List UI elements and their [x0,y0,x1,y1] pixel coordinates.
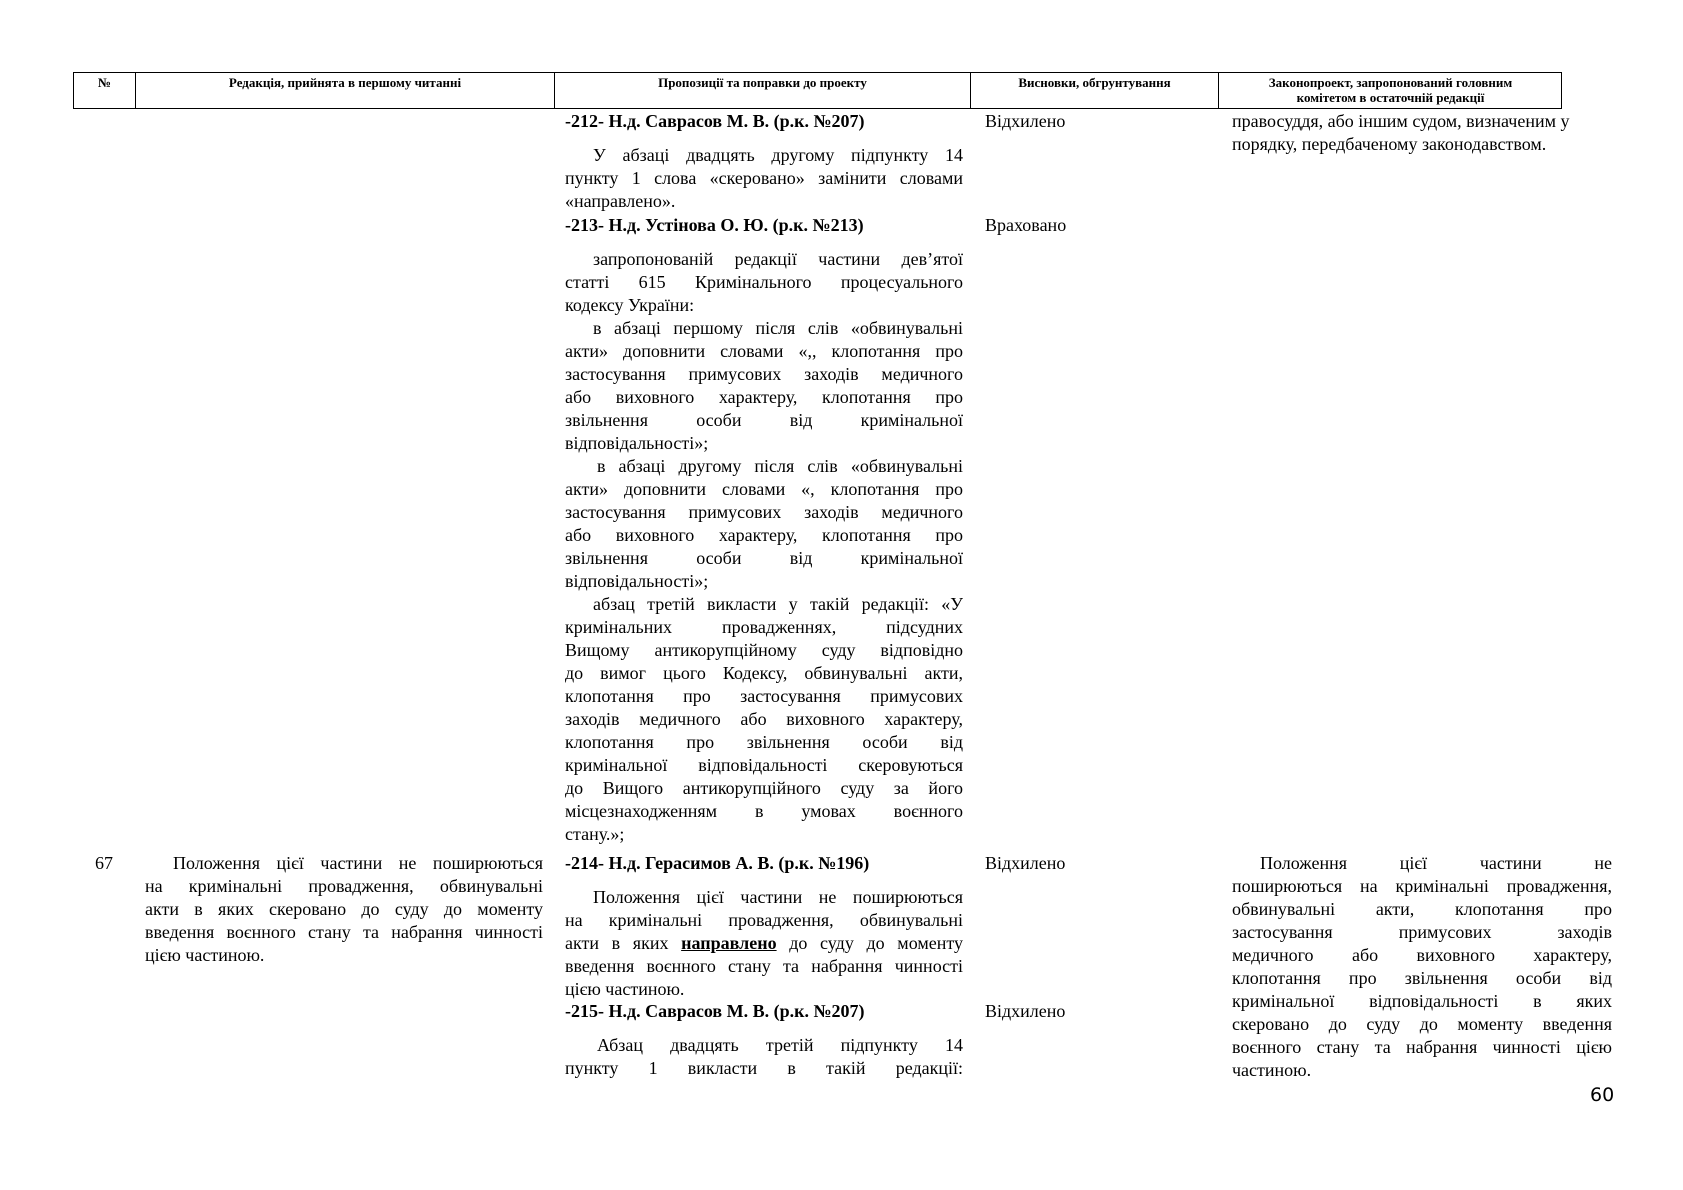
amendment-212-conclusion: Відхилено [985,111,1066,131]
text-line: клопотання про звільнення особи від [1232,968,1612,988]
text-line: акти» доповнити словами «, клопотання про [565,479,963,499]
text-line: застосування примусових заходів медичного [565,364,963,384]
text-line: відповідальності»; [565,433,709,453]
text-line: акти в яких скеровано до суду до моменту [145,899,543,919]
amendment-215-conclusion: Відхилено [985,1001,1066,1021]
text-line: Положення цієї частини не поширюються [593,887,963,907]
text-line: застосування примусових заходів медичного [565,502,963,522]
text-line: скеровано до суду до моменту введення [1232,1014,1612,1034]
text-line: в абзаці другому після слів «обвинувальні [597,456,963,476]
text-line: цією частиною. [565,979,685,999]
amendment-213-title: -213- Н.д. Устінова О. Ю. (р.к. №213) [565,215,864,235]
header-first-reading: Редакція, прийнята в першому читанні [135,73,554,108]
text-line [565,932,963,955]
amendment-213-text [565,248,963,846]
text-line: цією частиною. [145,945,265,965]
text-run: до суду до моменту [776,933,963,953]
amendment-213-conclusion: Враховано [985,215,1067,235]
row-67-final-text [1232,852,1612,1082]
amendment-214-title: -214- Н.д. Герасимов А. В. (р.к. №196) [565,853,870,873]
text-line: клопотання про застосування примусових [565,686,963,706]
carry-over-final-text [1232,110,1614,156]
amendment-212-title: -212- Н.д. Саврасов М. В. (р.к. №207) [565,111,865,131]
text-line: місцезнаходженням в умовах воєнного [565,801,963,821]
text-line: клопотання про звільнення особи від [565,732,963,752]
amendment-215-text [565,1034,963,1080]
text-line: до Вищого антикорупційного суду за його [565,778,963,798]
amendment-212-text [565,144,963,213]
text-line: Вищому антикорупційному суду відповідно [565,640,963,660]
text-line: медичного або виховного характеру, [1232,945,1612,965]
text-line: обвинувальні акти, клопотання про [1232,899,1612,919]
row-67-number: 67 [95,853,113,873]
text-line: Положення цієї частини не поширюються [173,853,543,873]
text-line: кримінальної відповідальності скеровуються [565,755,963,775]
text-line: введення воєнного стану та набрання чинності [565,956,963,976]
text-line: пункту 1 слова «скеровано» замінити словами [565,168,963,188]
amendment-214-text [565,886,963,1001]
header-final: Законопроект, запропонований головним комітетом в остаточній редакції [1218,73,1562,108]
text-line: акти» доповнити словами «,, клопотання про [565,341,963,361]
text-line: кодексу України: [565,295,695,315]
text-run: акти в яких [565,933,682,953]
text-line: абзац третій викласти у такій редакції: «У [593,594,963,614]
text-line: до вимог цього Кодексу, обвинувальні акти, [565,663,963,683]
text-line: або виховного характеру, клопотання про [565,387,963,407]
text-line: відповідальності»; [565,571,709,591]
text-line: запропонованій редакції частини дев’ятої [593,249,963,269]
text-line: або виховного характеру, клопотання про [565,525,963,545]
text-line: звільнення особи від кримінальної [565,410,963,430]
text-line: «направлено». [565,191,676,211]
header-num: № [97,75,112,90]
amendment-215-title: -215- Н.д. Саврасов М. В. (р.к. №207) [565,1001,865,1021]
row-67-first-reading-text [145,852,543,967]
text-line: У абзаці двадцять другому підпункту 14 [593,145,963,165]
text-line: заходів медичного або виховного характеру, [565,709,963,729]
text-line: кримінальних провадженнях, підсудних [565,617,963,637]
text-line: поширюються на кримінальні провадження, [1232,876,1612,896]
header-proposals: Пропозиції та поправки до проекту [554,73,970,108]
text-line: на кримінальні провадження, обвинувальні [565,910,963,930]
text-line: кримінальної відповідальності в яких [1232,991,1612,1011]
text-line: застосування примусових заходів [1232,922,1612,942]
text-line: статті 615 Кримінального процесуального [565,272,963,292]
table-header [73,72,1562,109]
text-line: правосуддя, або іншим судом, визначеним у [1232,111,1570,131]
text-line: в абзаці першому після слів «обвинувальні [593,318,963,338]
page-number: 60 [1590,1084,1615,1106]
text-line: воєнного стану та набрання чинності цією [1232,1037,1612,1057]
text-line: пункту 1 викласти в такій редакції: [565,1058,963,1078]
underlined-word: направлено [681,933,777,953]
text-line: порядку, передбаченому законодавством. [1232,134,1547,154]
text-line: частиною. [1232,1060,1312,1080]
text-line: Положення цієї частини не [1260,853,1612,873]
text-line: Абзац двадцять третій підпункту 14 [597,1035,963,1055]
amendment-214-conclusion: Відхилено [985,853,1066,873]
text-line: стану.»; [565,824,625,844]
text-line: на кримінальні провадження, обвинувальні [145,876,543,896]
text-line: звільнення особи від кримінальної [565,548,963,568]
header-conclusions: Висновки, обгрунтування [970,73,1218,108]
text-line: введення воєнного стану та набрання чинності [145,922,543,942]
